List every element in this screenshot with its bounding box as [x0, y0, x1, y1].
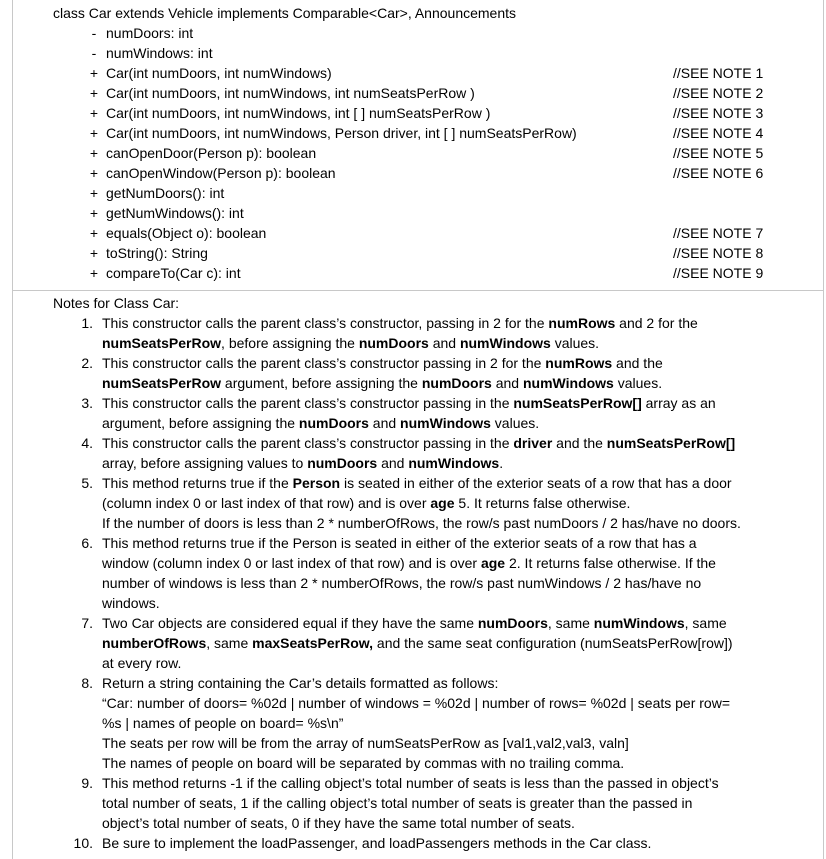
note-item: [13, 355, 823, 395]
note-line: [102, 755, 624, 771]
note-text: This constructor calls the parent class’s constructor passing in the: [102, 435, 514, 451]
member-note-ref: //SEE NOTE 9: [673, 265, 764, 281]
note-bold-term: numSeatsPerRow: [102, 375, 222, 391]
note-line: [102, 715, 343, 731]
member-visibility: +: [89, 145, 99, 161]
note-bold-term: numWindows: [408, 455, 500, 471]
note-line: [102, 315, 698, 331]
note-line: [102, 515, 741, 531]
note-line: [102, 695, 730, 711]
note-text: total number of seats, 1 if the calling object’s total number of seats is greater than the passed in: [102, 795, 693, 811]
note-line: [102, 675, 498, 691]
note-item: [13, 395, 823, 435]
note-text: and the same seat configuration (numSeatsPerRow[row]): [373, 635, 733, 651]
note-text: This method returns true if the Person is seated in either of the exterior seats of a row that has a: [102, 535, 697, 551]
note-text: array, before assigning values to: [102, 455, 308, 471]
note-text: 2. It returns false otherwise. If the: [505, 555, 716, 571]
note-number: 8.: [81, 675, 93, 691]
class-header: class Car extends Vehicle implements Comparable<Car>, Announcements: [53, 5, 517, 21]
note-number: 10.: [73, 835, 93, 851]
note-bold-term: numWindows: [459, 335, 551, 351]
note-number: 4.: [81, 435, 93, 451]
member-visibility: -: [91, 25, 97, 41]
note-bold-term: Person: [292, 475, 341, 491]
note-text: Return a string containing the Car’s details formatted as follows:: [102, 675, 499, 691]
note-text: This constructor calls the parent class’s constructor passing in 2 for the: [102, 355, 546, 371]
note-text: and: [491, 375, 523, 391]
member-visibility: +: [89, 185, 99, 201]
note-number: 9.: [81, 775, 93, 791]
notes-title: Notes for Class Car:: [53, 295, 180, 311]
note-line: [102, 595, 160, 611]
note-text: window (column index 0 or last index of that row) and is over: [102, 555, 481, 571]
note-text: , same: [206, 635, 253, 651]
note-bold-term: numWindows: [593, 615, 685, 631]
note-line: [102, 415, 539, 431]
member-row: [13, 225, 823, 245]
member-signature: numWindows: int: [106, 45, 213, 61]
note-number: 5.: [81, 475, 93, 491]
note-text: , before assigning the: [221, 335, 359, 351]
note-text: and 2 for the: [615, 315, 698, 331]
note-line: [102, 835, 651, 851]
note-bold-term: numDoors: [421, 375, 492, 391]
member-row: [13, 105, 823, 125]
note-bold-term: numDoors: [358, 335, 429, 351]
note-text: This method returns -1 if the calling object’s total number of seats is less than the passed in object’s: [102, 775, 719, 791]
note-line: [102, 775, 719, 791]
note-text: at every row.: [102, 655, 182, 671]
note-text: %s | names of people on board= %s\n”: [102, 715, 344, 731]
note-item: [13, 315, 823, 355]
note-text: Be sure to implement the loadPassenger, and loadPassengers methods in the Car class.: [102, 835, 652, 851]
note-bold-term: numDoors: [477, 615, 548, 631]
uml-class-box: [13, 0, 823, 291]
note-text: values.: [550, 335, 600, 351]
note-number: 3.: [81, 395, 93, 411]
member-row: [13, 145, 823, 165]
note-line: [102, 795, 692, 811]
note-text: and: [368, 415, 401, 431]
member-visibility: +: [89, 85, 99, 101]
note-text: argument, before assigning the: [221, 375, 422, 391]
member-row: [13, 165, 823, 185]
note-text: This constructor calls the parent class’s constructor, passing in 2 for the: [102, 315, 549, 331]
note-text: and: [428, 335, 460, 351]
member-row: [13, 185, 823, 205]
member-row: [13, 125, 823, 145]
member-signature: Car(int numDoors, int numWindows, Person driver, int [ ] numSeatsPerRow): [106, 125, 577, 141]
note-text: object’s total number of seats, 0 if they have the same total number of seats.: [102, 815, 575, 831]
note-number: 6.: [81, 535, 93, 551]
note-text: and the: [612, 355, 663, 371]
note-text: argument, before assigning the: [102, 415, 299, 431]
note-line: [102, 575, 701, 591]
note-item: [13, 775, 823, 835]
member-signature: canOpenDoor(Person p): boolean: [106, 145, 317, 161]
note-bold-term: numSeatsPerRow: [102, 335, 222, 351]
note-bold-term: numDoors: [307, 455, 378, 471]
note-line: [102, 535, 697, 551]
note-line: [102, 335, 599, 351]
note-text: values.: [490, 415, 540, 431]
notes-box: [13, 292, 823, 859]
note-bold-term: numRows: [548, 315, 616, 331]
note-text: The seats per row will be from the array of numSeatsPerRow as [val1,val2,val3, valn]: [102, 735, 629, 751]
member-note-ref: //SEE NOTE 4: [673, 125, 764, 141]
note-text: is seated in either of the exterior seats of a row that has a door: [340, 475, 732, 491]
note-text: number of windows is less than 2 * numberOfRows, the row/s past numWindows / 2 has/have no: [102, 575, 702, 591]
note-text: values.: [613, 375, 663, 391]
note-text: This method returns true if the: [102, 475, 293, 491]
note-bold-term: numWindows: [522, 375, 614, 391]
member-signature: Car(int numDoors, int numWindows, int numSeatsPerRow ): [106, 85, 475, 101]
member-row: [13, 205, 823, 225]
note-line: [102, 495, 630, 511]
note-bold-term: numSeatsPerRow[]: [606, 435, 736, 451]
note-number: 7.: [81, 615, 93, 631]
note-item: [13, 435, 823, 475]
member-visibility: +: [89, 205, 99, 221]
member-visibility: +: [89, 105, 99, 121]
note-item: [13, 535, 823, 615]
note-text: , same: [684, 615, 727, 631]
note-bold-term: age: [480, 555, 506, 571]
member-signature: getNumDoors(): int: [106, 185, 225, 201]
member-visibility: +: [89, 245, 99, 261]
note-bold-term: age: [430, 495, 455, 511]
member-note-ref: //SEE NOTE 8: [673, 245, 764, 261]
member-note-ref: //SEE NOTE 6: [673, 165, 764, 181]
member-signature: compareTo(Car c): int: [106, 265, 241, 281]
member-visibility: +: [89, 125, 99, 141]
member-signature: equals(Object o): boolean: [106, 225, 267, 241]
note-line: [102, 635, 733, 651]
note-bold-term: maxSeatsPerRow,: [252, 635, 374, 651]
member-signature: Car(int numDoors, int numWindows, int [ ] numSeatsPerRow ): [106, 105, 491, 121]
note-text: , same: [547, 615, 594, 631]
note-text: 5. It returns false otherwise.: [454, 495, 631, 511]
note-text: .: [499, 455, 504, 471]
member-visibility: +: [89, 265, 99, 281]
member-visibility: +: [89, 65, 99, 81]
note-line: [102, 655, 181, 671]
note-text: This constructor calls the parent class’s constructor passing in the: [102, 395, 514, 411]
member-visibility: +: [89, 165, 99, 181]
member-row: [13, 25, 823, 45]
member-note-ref: //SEE NOTE 3: [673, 105, 764, 121]
note-number: 1.: [81, 315, 93, 331]
note-line: [102, 735, 629, 751]
member-signature: Car(int numDoors, int numWindows): [106, 65, 332, 81]
note-item: [13, 475, 823, 535]
document-frame: [12, 0, 824, 859]
note-text: and the: [552, 435, 607, 451]
note-line: [102, 375, 662, 391]
note-bold-term: driver: [513, 435, 553, 451]
note-text: The names of people on board will be separated by commas with no trailing comma.: [102, 755, 625, 771]
note-bold-term: numRows: [545, 355, 613, 371]
member-row: [13, 265, 823, 285]
member-row: [13, 245, 823, 265]
note-bold-term: numWindows: [400, 415, 491, 431]
member-signature: toString(): String: [106, 245, 208, 261]
note-line: [102, 455, 503, 471]
note-line: [102, 435, 735, 451]
member-signature: getNumWindows(): int: [106, 205, 244, 221]
member-row: [13, 45, 823, 65]
note-line: [102, 475, 732, 491]
member-visibility: +: [89, 225, 99, 241]
note-line: [102, 555, 716, 571]
note-bold-term: numDoors: [298, 415, 369, 431]
note-text: array as an: [641, 395, 716, 411]
note-item: [13, 675, 823, 775]
member-visibility: -: [91, 45, 97, 61]
note-text: Two Car objects are considered equal if they have the same: [102, 615, 478, 631]
note-text: and: [377, 455, 409, 471]
note-text: windows.: [102, 595, 160, 611]
note-bold-term: numberOfRows: [102, 635, 207, 651]
member-note-ref: //SEE NOTE 1: [673, 65, 764, 81]
note-bold-term: numSeatsPerRow[]: [513, 395, 642, 411]
note-line: [102, 355, 663, 371]
member-row: [13, 65, 823, 85]
note-item: [13, 835, 823, 855]
note-text: (column index 0 or last index of that row) and is over: [102, 495, 431, 511]
member-note-ref: //SEE NOTE 5: [673, 145, 764, 161]
note-item: [13, 615, 823, 675]
note-line: [102, 615, 727, 631]
member-note-ref: //SEE NOTE 7: [673, 225, 764, 241]
member-signature: canOpenWindow(Person p): boolean: [106, 165, 336, 181]
member-note-ref: //SEE NOTE 2: [673, 85, 764, 101]
member-signature: numDoors: int: [106, 25, 194, 41]
note-number: 2.: [81, 355, 93, 371]
note-line: [102, 395, 716, 411]
note-text: “Car: number of doors= %02d | number of windows = %02d | number of rows= %02d | seats per row=: [102, 695, 731, 711]
note-line: [102, 815, 575, 831]
member-row: [13, 85, 823, 105]
note-text: If the number of doors is less than 2 * numberOfRows, the row/s past numDoors / 2 has/have no doors.: [102, 515, 741, 531]
